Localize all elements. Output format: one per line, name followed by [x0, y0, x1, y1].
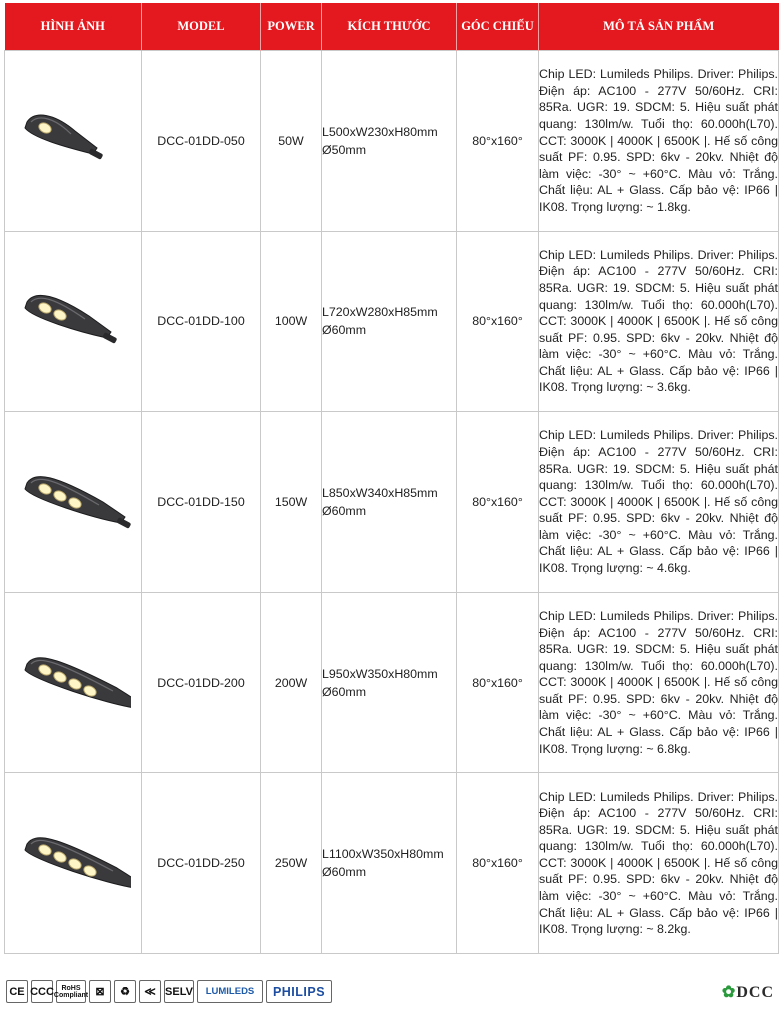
street-light-icon — [15, 640, 131, 726]
table-header-row — [5, 3, 779, 51]
power-cell: 150W — [261, 412, 322, 593]
power-cell: 100W — [261, 231, 322, 412]
lumileds-logo: LUMILEDS — [197, 980, 263, 1003]
table-row — [5, 773, 779, 954]
cert-label: RoHS — [61, 984, 81, 992]
ccc-mark-icon: CCC — [31, 980, 53, 1003]
leaf-icon: ✿ — [721, 984, 737, 1001]
rohs-icon — [53, 980, 89, 1003]
beam-angle-cell: 80°x160° — [457, 592, 539, 773]
street-light-icon — [15, 98, 131, 184]
size-cell — [322, 773, 457, 954]
table-row — [5, 51, 779, 232]
product-image-cell — [5, 592, 142, 773]
description-cell: Chip LED: Lumileds Philips. Driver: Philips. Điện áp: AC100 - 277V 50/60Hz. CRI: 85Ra. UGR: 19. SDCM: 5. Hiệu suất phát quang: 130lm/w. Tuổi thọ: 60.000h(L70). CCT: 3000K | 4000K | 6500K |. Hế số công suất PF: 0.95. SPD: 6kv - 20kv. Nhiệt độ làm việc: -30° ~ +60°C. Màu vỏ: Trắng. Chất liệu: AL + Glass. Cấp bảo vệ: IP66 | IK08. Trọng lượng: ~ 1.8kg. — [539, 51, 779, 232]
model-cell: DCC-01DD-100 — [142, 231, 261, 412]
table-row — [5, 592, 779, 773]
emc-mark-icon: ≪ — [139, 980, 161, 1003]
model-cell: DCC-01DD-050 — [142, 51, 261, 232]
street-light-icon — [15, 278, 131, 364]
size-cell — [322, 51, 457, 232]
description-cell: Chip LED: Lumileds Philips. Driver: Philips. Điện áp: AC100 - 277V 50/60Hz. CRI: 85Ra. UGR: 19. SDCM: 5. Hiệu suất phát quang: 130lm/w. Tuổi thọ: 60.000h(L70). CCT: 3000K | 4000K | 6500K |. Hế số công suất PF: 0.95. SPD: 6kv - 20kv. Nhiệt độ làm việc: -30° ~ +60°C. Màu vỏ: Trắng. Chất liệu: AL + Glass. Cấp bảo vệ: IP66 | IK08. Trọng lượng: ~ 3.6kg. — [539, 231, 779, 412]
street-light-icon — [15, 820, 131, 906]
beam-angle-cell: 80°x160° — [457, 412, 539, 593]
beam-angle-cell: 80°x160° — [457, 773, 539, 954]
beam-angle-cell: 80°x160° — [457, 231, 539, 412]
model-cell: DCC-01DD-200 — [142, 592, 261, 773]
header-description: MÔ TẢ SẢN PHẨM — [539, 3, 779, 51]
cert-sub: Compliant — [53, 991, 89, 999]
brand-text: DCC — [736, 984, 774, 1001]
description-cell: Chip LED: Lumileds Philips. Driver: Philips. Điện áp: AC100 - 277V 50/60Hz. CRI: 85Ra. UGR: 19. SDCM: 5. Hiệu suất phát quang: 130lm/w. Tuổi thọ: 60.000h(L70). CCT: 3000K | 4000K | 6500K |. Hế số công suất PF: 0.95. SPD: 6kv - 20kv. Nhiệt độ làm việc: -30° ~ +60°C. Màu vỏ: Trắng. Chất liệu: AL + Glass. Cấp bảo vệ: IP66 | IK08. Trọng lượng: ~ 4.6kg. — [539, 412, 779, 593]
size-dimensions: L720xW280xH85mm — [322, 305, 438, 320]
size-diameter: Ø60mm — [322, 323, 367, 338]
philips-logo: PHILIPS — [266, 980, 332, 1003]
size-diameter: Ø60mm — [322, 865, 367, 880]
size-dimensions: L950xW350xH80mm — [322, 666, 438, 681]
size-cell — [322, 592, 457, 773]
table-row — [5, 412, 779, 593]
size-dimensions: L500xW230xH80mm — [322, 124, 438, 139]
product-image-cell — [5, 51, 142, 232]
model-cell: DCC-01DD-150 — [142, 412, 261, 593]
footer-bar — [4, 979, 778, 1007]
power-cell: 50W — [261, 51, 322, 232]
description-cell: Chip LED: Lumileds Philips. Driver: Philips. Điện áp: AC100 - 277V 50/60Hz. CRI: 85Ra. UGR: 19. SDCM: 5. Hiệu suất phát quang: 130lm/w. Tuổi thọ: 60.000h(L70). CCT: 3000K | 4000K | 6500K |. Hế số công suất PF: 0.95. SPD: 6kv - 20kv. Nhiệt độ làm việc: -30° ~ +60°C. Màu vỏ: Trắng. Chất liệu: AL + Glass. Cấp bảo vệ: IP66 | IK08. Trọng lượng: ~ 8.2kg. — [539, 773, 779, 954]
model-cell: DCC-01DD-250 — [142, 773, 261, 954]
size-dimensions: L1100xW350xH80mm — [322, 847, 444, 862]
product-image-cell — [5, 231, 142, 412]
size-dimensions: L850xW340xH85mm — [322, 485, 438, 500]
power-cell: 250W — [261, 773, 322, 954]
power-cell: 200W — [261, 592, 322, 773]
ce-mark-icon: CE — [6, 980, 28, 1003]
size-diameter: Ø50mm — [322, 142, 367, 157]
selv-icon: SELV — [164, 980, 194, 1003]
header-size: KÍCH THƯỚC — [322, 3, 457, 51]
brand-logo — [722, 982, 774, 1002]
street-light-icon — [15, 459, 131, 545]
header-angle: GÓC CHIẾU — [457, 3, 539, 51]
size-cell — [322, 412, 457, 593]
weee-bin-icon: ⊠ — [89, 980, 111, 1003]
size-diameter: Ø60mm — [322, 684, 367, 699]
header-power: POWER — [261, 3, 322, 51]
description-cell: Chip LED: Lumileds Philips. Driver: Philips. Điện áp: AC100 - 277V 50/60Hz. CRI: 85Ra. UGR: 19. SDCM: 5. Hiệu suất phát quang: 130lm/w. Tuổi thọ: 60.000h(L70). CCT: 3000K | 4000K | 6500K |. Hế số công suất PF: 0.95. SPD: 6kv - 20kv. Nhiệt độ làm việc: -30° ~ +60°C. Màu vỏ: Trắng. Chất liệu: AL + Glass. Cấp bảo vệ: IP66 | IK08. Trọng lượng: ~ 6.8kg. — [539, 592, 779, 773]
size-diameter: Ø60mm — [322, 503, 367, 518]
recycle-icon: ♻ — [114, 980, 136, 1003]
product-image-cell — [5, 773, 142, 954]
product-image-cell — [5, 412, 142, 593]
header-image: HÌNH ẢNH — [5, 3, 142, 51]
header-model: MODEL — [142, 3, 261, 51]
size-cell — [322, 231, 457, 412]
certification-strip — [6, 980, 332, 1003]
beam-angle-cell: 80°x160° — [457, 51, 539, 232]
table-row — [5, 231, 779, 412]
product-spec-table — [4, 3, 779, 954]
